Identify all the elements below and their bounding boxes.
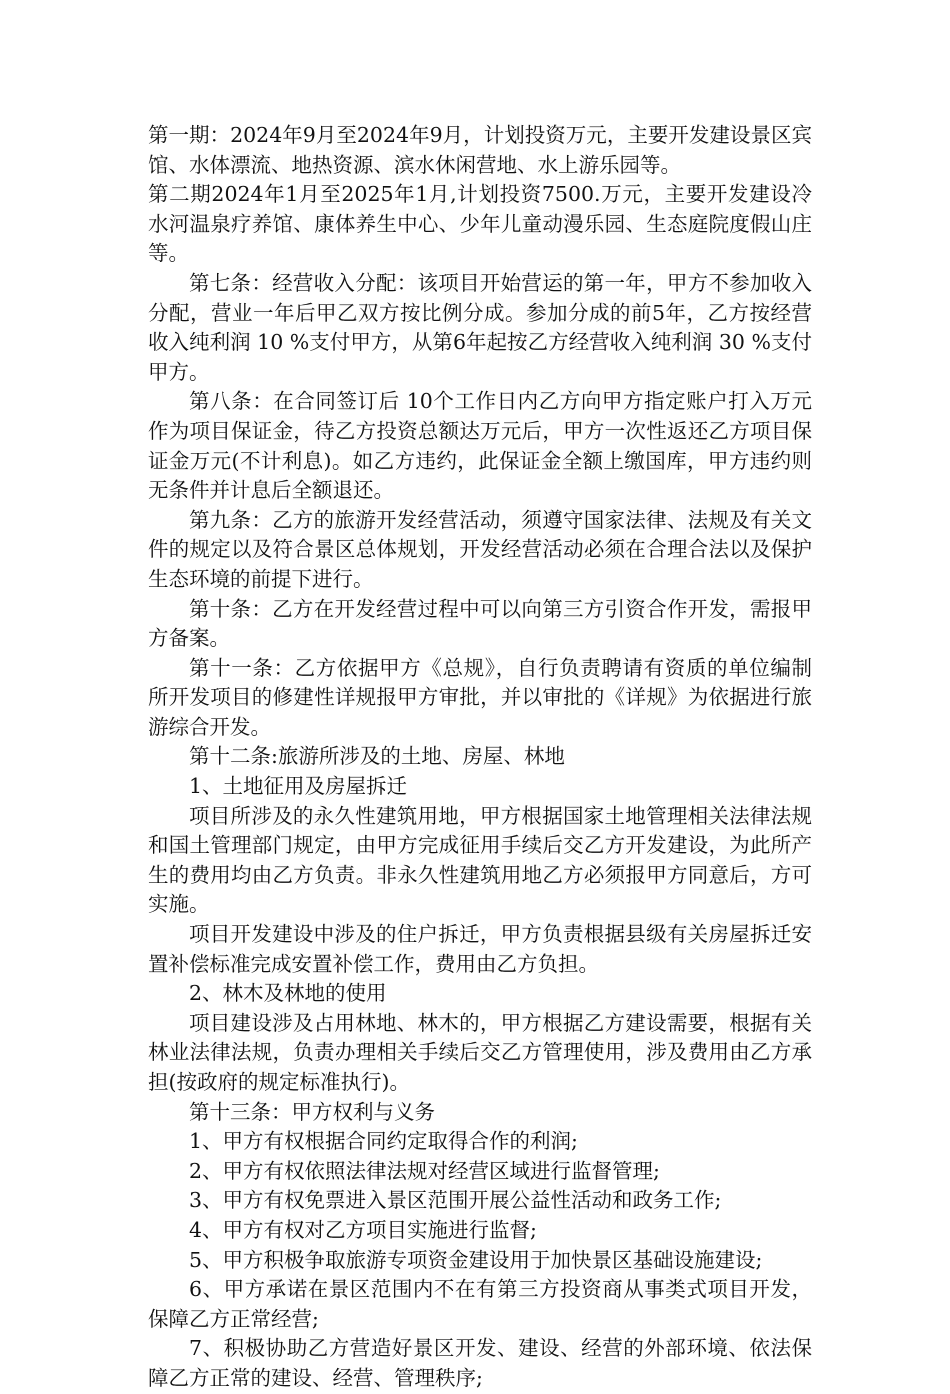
document-body <box>148 121 812 1394</box>
paragraph-article-9: 第九条：乙方的旅游开发经营活动，须遵守国家法律、法规及有关文件的规定以及符合景区总体规划，开发经营活动必须在合理合法以及保护生态环境的前提下进行。 <box>148 507 812 591</box>
paragraph-article-11: 第十一条：乙方依据甲方《总规》，自行负责聘请有资质的单位编制所开发项目的修建性详规报甲方审批，并以审批的《详规》为依据进行旅游综合开发。 <box>148 655 812 739</box>
paragraph-article-13-heading: 第十三条：甲方权利与义务 <box>189 1099 435 1124</box>
paragraph: 第二期2024年1月至2025年1月,计划投资7500.万元，主要开发建设冷水河温泉疗养馆、康体养生中心、少年儿童动漫乐园、生态庭院度假山庄等。 <box>148 182 812 266</box>
list-item: 1、甲方有权根据合同约定取得合作的利润; <box>189 1129 578 1154</box>
paragraph: 项目所涉及的永久性建筑用地，甲方根据国家土地管理相关法律法规和国土管理部门规定，由甲方完成征用手续后交乙方开发建设，为此所产生的费用均由乙方负责。非永久性建筑用地乙方必须报甲方同意后，方可实施。 <box>148 803 812 917</box>
paragraph-article-7: 第七条：经营收入分配：该项目开始营运的第一年，甲方不参加收入分配，营业一年后甲乙双方按比例分成。参加分成的前5年，乙方按经营收入纯利润 10 %支付甲方，从第6年起按乙方经营收入纯利润 30 %支付甲方。 <box>148 270 812 384</box>
paragraph: 项目建设涉及占用林地、林木的，甲方根据乙方建设需要，根据有关林业法律法规，负责办理相关手续后交乙方管理使用，涉及费用由乙方承担(按政府的规定标准执行)。 <box>148 1010 812 1094</box>
list-item: 7、积极协助乙方营造好景区开发、建设、经营的外部环境、依法保障乙方正常的建设、经营、管理秩序; <box>148 1336 812 1390</box>
list-item: 4、甲方有权对乙方项目实施进行监督; <box>189 1217 537 1242</box>
subheading-land: 1、土地征用及房屋拆迁 <box>189 774 408 799</box>
paragraph: 第一期：2024年9月至2024年9月，计划投资万元，主要开发建设景区宾馆、水体漂流、地热资源、滨水休闲营地、水上游乐园等。 <box>148 123 812 177</box>
subheading-forest: 2、林木及林地的使用 <box>189 981 387 1006</box>
list-item: 6、甲方承诺在景区范围内不在有第三方投资商从事类式项目开发，保障乙方正常经营; <box>148 1277 812 1331</box>
paragraph-article-12-heading: 第十二条:旅游所涉及的土地、房屋、林地 <box>189 744 565 769</box>
paragraph-article-10: 第十条：乙方在开发经营过程中可以向第三方引资合作开发，需报甲方备案。 <box>148 596 812 651</box>
list-item: 2、甲方有权依照法律法规对经营区域进行监督管理; <box>189 1158 660 1183</box>
paragraph-article-8: 第八条：在合同签订后 10个工作日内乙方向甲方指定账户打入万元作为项目保证金，待乙方投资总额达万元后，甲方一次性返还乙方项目保证金万元(不计利息)。如乙方违约，此保证金全额上缴国库，甲方违约则无条件并计息后全额退还。 <box>148 389 812 503</box>
list-item: 5、甲方积极争取旅游专项资金建设用于加快景区基础设施建设; <box>189 1247 763 1272</box>
paragraph: 项目开发建设中涉及的住户拆迁，甲方负责根据县级有关房屋拆迁安置补偿标准完成安置补偿工作，费用由乙方负担。 <box>148 922 812 976</box>
list-item: 3、甲方有权免票进入景区范围开展公益性活动和政务工作; <box>189 1188 722 1213</box>
